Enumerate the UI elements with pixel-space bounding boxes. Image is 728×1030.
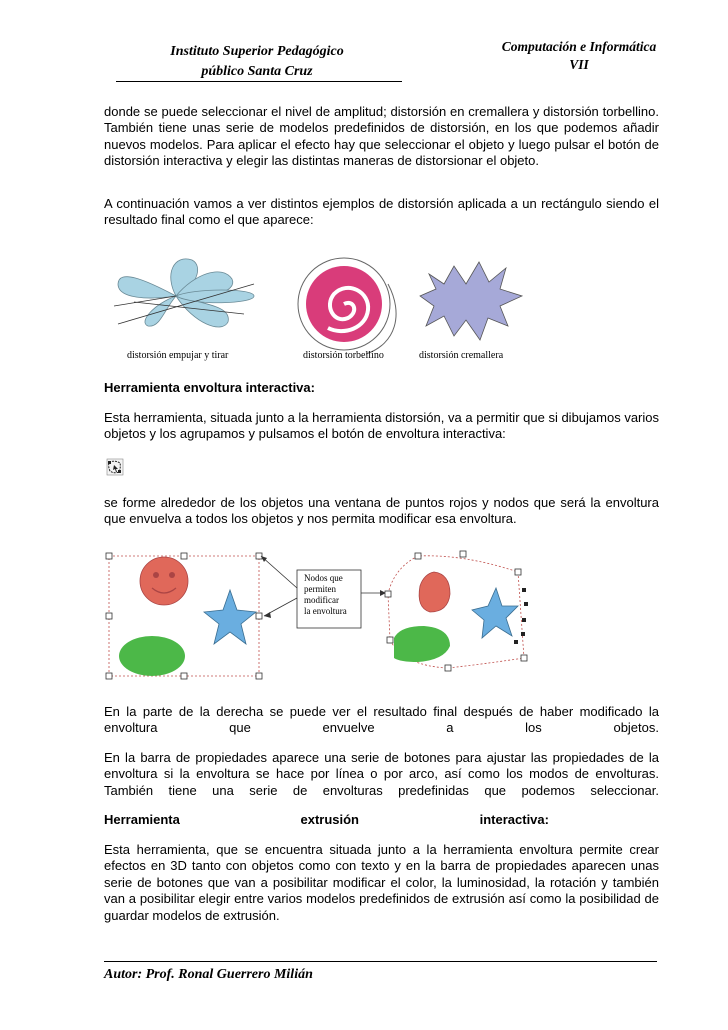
push-pull-distortion-shape <box>114 259 254 327</box>
course-line-2: VII <box>569 57 589 72</box>
header-rule <box>116 81 402 82</box>
course-header <box>470 38 688 74</box>
paragraph-envelope-properties: En la barra de propiedades aparece una serie de botones para ajustar las propiedades de la envoltura si la envoltura se hace por línea o por arco, así como los modos de envolturas. También tiene una serie de envolturas predefinidas que podemos seleccionar. <box>104 750 659 798</box>
smiley-face-shape <box>140 557 188 605</box>
paragraph-envelope-window: se forme alrededor de los objetos una ventana de puntos rojos y nodos que será la envoltura que envuelva a todos los objetos y nos permita modificar esa envoltura. <box>104 495 659 527</box>
institute-header <box>112 42 402 82</box>
heading-envelope-tool: Herramienta envoltura interactiva: <box>104 380 315 395</box>
warped-star-shape <box>472 588 518 638</box>
envelope-after-group <box>385 551 528 671</box>
institute-line-2: público Santa Cruz <box>201 64 313 79</box>
twister-distortion-shape <box>298 258 396 354</box>
zipper-distortion-shape <box>420 262 522 340</box>
heading-extrusion-tool <box>104 812 659 828</box>
paragraph-envelope-result: En la parte de la derecha se puede ver el resultado final después de haber modificado la envoltura que envuelve a los objetos. <box>104 704 659 736</box>
caption-twister: distorsión torbellino <box>303 350 384 361</box>
ellipse-shape <box>119 636 185 676</box>
warped-face-shape <box>419 572 450 612</box>
callout-text <box>304 573 347 617</box>
footer-author: Autor: Prof. Ronal Guerrero Milián <box>104 967 313 982</box>
heading-extrusion-word-1: Herramienta <box>104 812 180 827</box>
callout-line-4: la envoltura <box>304 606 347 616</box>
envelope-before-group <box>106 553 262 679</box>
footer-rule <box>104 961 657 962</box>
warped-ellipse-shape <box>394 626 450 662</box>
heading-extrusion-word-2: extrusión <box>300 812 359 827</box>
callout-line-1: Nodos que <box>304 573 343 583</box>
caption-push-pull: distorsión empujar y tirar <box>127 350 229 361</box>
paragraph-distortion-examples: A continuación vamos a ver distintos ejemplos de distorsión aplicada a un rectángulo siendo el resultado final como el que aparece: <box>104 196 659 228</box>
distortion-examples-figure <box>104 244 544 364</box>
institute-line-1: Instituto Superior Pedagógico <box>170 44 344 59</box>
callout-line-2: permiten <box>304 584 336 594</box>
paragraph-extrusion-tool: Esta herramienta, que se encuentra situada junto a la herramienta envoltura permite crear efectos en 3D tanto con objetos como con texto y en la barra de propiedades aparecen unas serie de botones que van a posibilitar modificar el color, la luminosidad, la rotación y también van a posibilitar elegir entre varios modelos predefinidos de extrusión así como la posibilidad de guardar modelos de extrusión. <box>104 842 659 923</box>
course-line-1: Computación e Informática <box>501 39 657 54</box>
callout-line-3: modificar <box>304 595 339 605</box>
caption-zipper: distorsión cremallera <box>419 350 504 361</box>
heading-extrusion-word-3: interactiva: <box>479 812 549 827</box>
star-shape <box>204 590 256 644</box>
paragraph-envelope-intro: Esta herramienta, situada junto a la herramienta distorsión, va a permitir que si dibujamos varios objetos y los agrupamos y pulsamos el botón de envoltura interactiva: <box>104 410 659 442</box>
envelope-tool-icon[interactable] <box>106 458 124 476</box>
paragraph-distortion-options: donde se puede seleccionar el nivel de amplitud; distorsión en cremallera y distorsión torbellino. También tiene unas serie de modelos predefinidos de distorsión, en los que podemos añadir nuevos modelos. Para aplicar el efecto hay que seleccionar el objeto y luego pulsar el botón de distorsión interactiva y elegir las distintas maneras de distorsionar el objeto. <box>104 104 659 169</box>
